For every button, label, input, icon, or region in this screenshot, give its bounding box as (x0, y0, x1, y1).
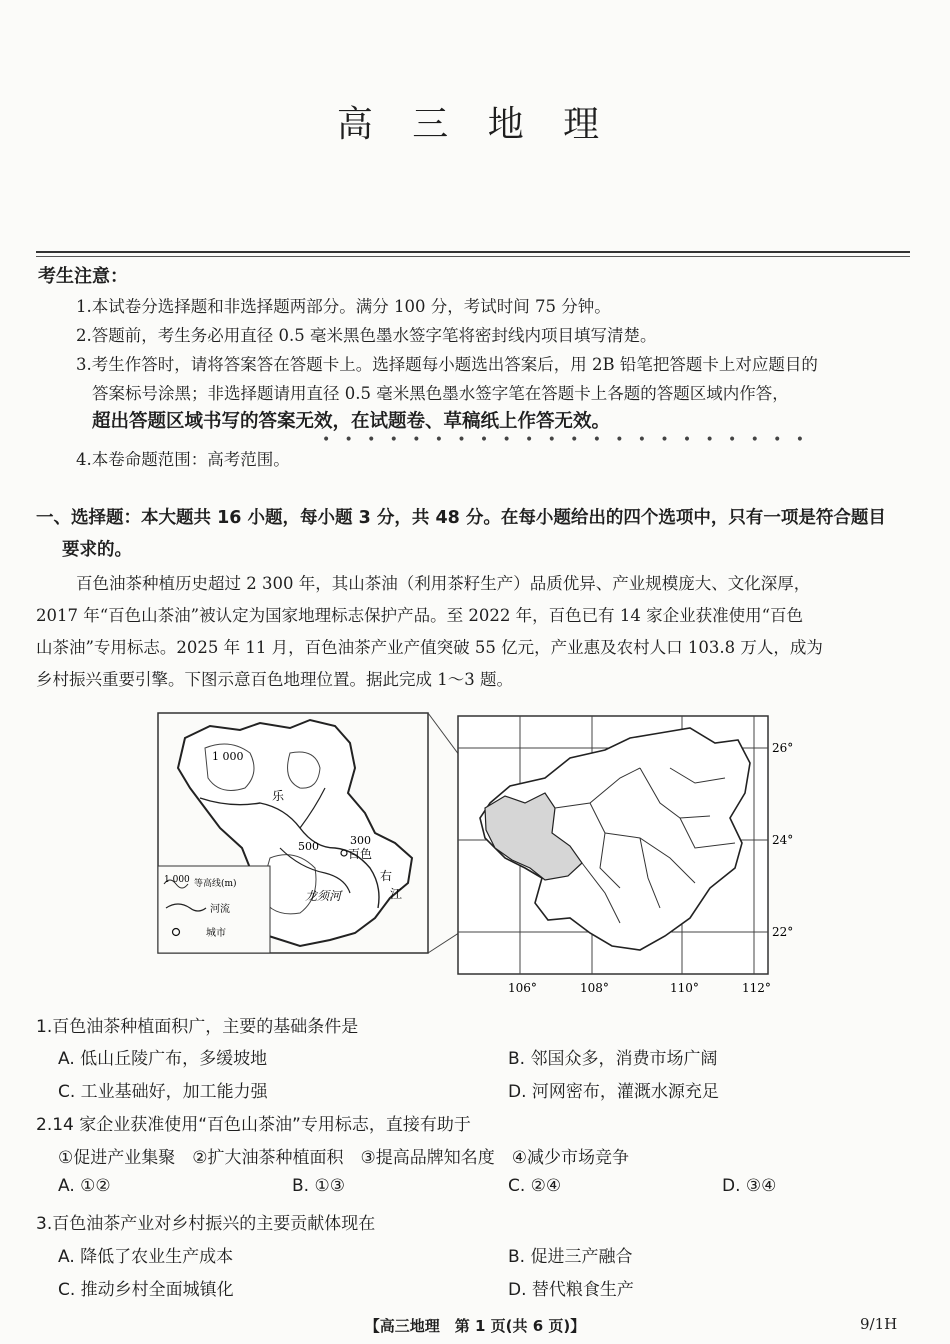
passage-line: 乡村振兴重要引擎。下图示意百色地理位置。据此完成 1～3 题。 (36, 670, 513, 689)
notice-heading: 考生注意： (38, 266, 128, 287)
question-2-option-a: A. ①② (58, 1176, 111, 1196)
notice-item: 1.本试卷分选择题和非选择题两部分。满分 100 分，考试时间 75 分钟。 (76, 297, 611, 316)
legend-contour-label: 等高线(m) (194, 879, 237, 889)
question-3-option-c: C. 推动乡村全面城镇化 (58, 1280, 234, 1300)
question-1-option-a: A. 低山丘陵广布，多缓坡地 (58, 1049, 268, 1069)
page-title: 高 三 地 理 (336, 104, 614, 145)
page-footer: 【高三地理 第 1 页(共 6 页)】 (364, 1317, 586, 1335)
question-1-option-c: C. 工业基础好，加工能力强 (58, 1082, 268, 1102)
lon-label-106: 106° (508, 981, 537, 995)
label-contour-300: 300 (350, 834, 371, 847)
question-2-option-d: D. ③④ (722, 1176, 777, 1196)
lon-label-108: 108° (580, 981, 609, 995)
lon-label-110: 110° (670, 981, 699, 995)
question-2-stem: 2.14 家企业获准使用“百色山茶油”专用标志，直接有助于 (36, 1115, 471, 1135)
question-2-option-b: B. ①③ (292, 1176, 345, 1196)
lat-label-24: 24° (772, 833, 794, 847)
lat-label-22: 22° (772, 925, 794, 939)
divider (36, 256, 910, 257)
divider (36, 251, 910, 253)
label-river-longxu: 龙须河 (305, 889, 342, 903)
notice-item-emphasis: 超出答题区域书写的答案无效，在试题卷、草稿纸上作答无效。 (92, 411, 611, 432)
question-2-option-c: C. ②④ (508, 1176, 562, 1196)
passage-line: 2017 年“百色山茶油”被认定为国家地理标志保护产品。至 2022 年，百色已有 14 家企业获准使用“百色 (36, 606, 804, 625)
baise-location-map (150, 708, 794, 1000)
notice-item: 3.考生作答时，请将答案答在答题卡上。选择题每小题选出答案后，用 2B 铅笔把答题卡上对应题目的 (76, 355, 818, 374)
label-river-le: 乐 (272, 789, 285, 803)
question-1-option-d: D. 河网密布，灌溉水源充足 (508, 1082, 719, 1102)
label-city-baise: 百色 (348, 847, 373, 861)
question-3-stem: 3.百色油茶产业对乡村振兴的主要贡献体现在 (36, 1214, 376, 1234)
question-3-option-d: D. 替代粮食生产 (508, 1280, 634, 1300)
notice-item: 4.本卷命题范围：高考范围。 (76, 450, 290, 469)
lon-label-112: 112° (742, 981, 771, 995)
question-3-option-a: A. 降低了农业生产成本 (58, 1247, 234, 1267)
label-river-you: 右 (380, 869, 393, 883)
question-1-option-b: B. 邻国众多，消费市场广阔 (508, 1049, 718, 1069)
lat-label-26: 26° (772, 741, 794, 755)
section-heading: 一、选择题：本大题共 16 小题，每小题 3 分，共 48 分。在每小题给出的四个选项中，只有一项是符合题目 (36, 508, 886, 528)
notice-item: 答案标号涂黑；非选择题请用直径 0.5 毫米黑色墨水签字笔在答题卡上各题的答题区域内作答， (92, 384, 789, 403)
legend-river-label: 河流 (210, 904, 230, 915)
label-contour-500: 500 (298, 840, 319, 853)
passage-line: 山茶油”专用标志。2025 年 11 月，百色油茶产业产值突破 55 亿元，产业惠及农村人口 103.8 万人，成为 (36, 638, 823, 657)
legend-city-label: 城市 (206, 928, 226, 939)
section-heading-cont: 要求的。 (62, 540, 132, 560)
label-river-jiang: 江 (390, 887, 403, 901)
question-2-statements: ①促进产业集聚 ②扩大油茶种植面积 ③提高品牌知名度 ④减少市场竞争 (58, 1148, 629, 1168)
notice-item: 2.答题前，考生务必用直径 0.5 毫米黑色墨水签字笔将密封线内项目填写清楚。 (76, 326, 657, 345)
passage-line: 百色油茶种植历史超过 2 300 年，其山茶油（利用茶籽生产）品质优异、产业规模庞大、文化深厚， (76, 574, 811, 593)
question-3-option-b: B. 促进三产融合 (508, 1247, 633, 1267)
emphasis-dots: •••••••••••••••••••••• (322, 432, 819, 448)
page-code: 9/1H (860, 1315, 898, 1333)
question-1-stem: 1.百色油茶种植面积广，主要的基础条件是 (36, 1017, 359, 1037)
legend-contour-sample: 1 000 (164, 875, 190, 885)
label-contour-1000: 1 000 (212, 750, 244, 763)
